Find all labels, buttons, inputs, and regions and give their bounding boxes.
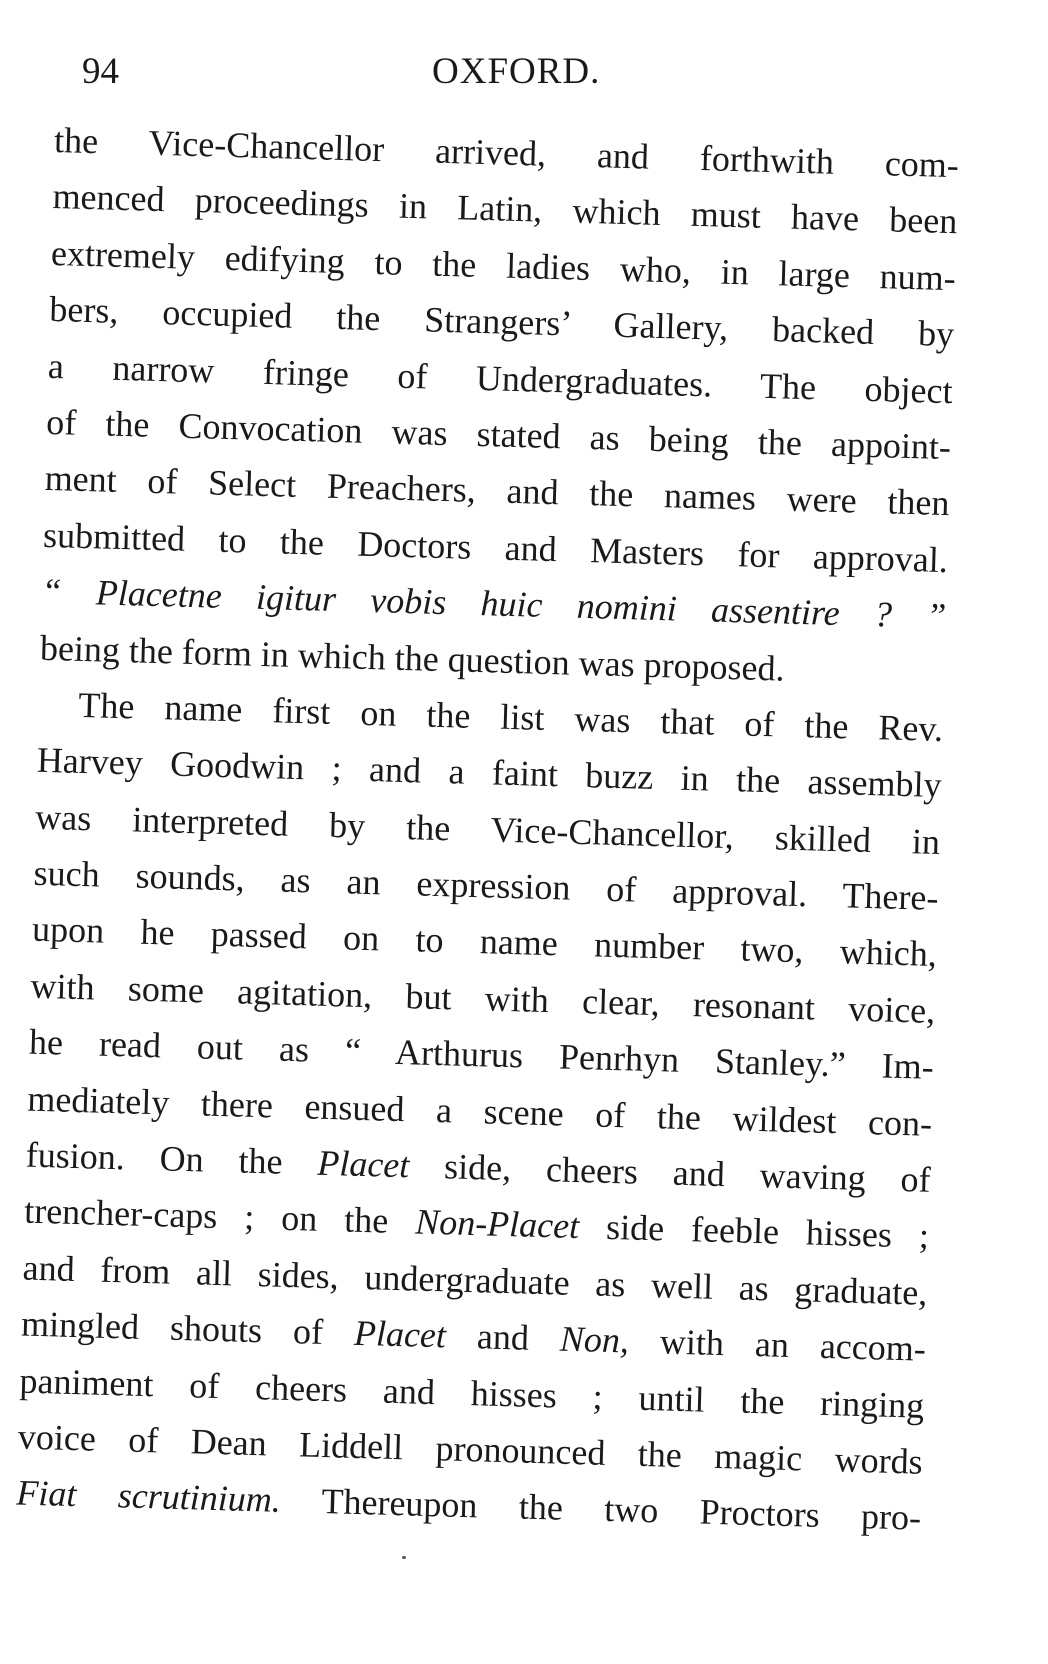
text-line: submitted to the Doctors and Masters for approval. xyxy=(42,514,949,580)
paragraph-start-line: The name first on the list was that of the Rev. xyxy=(77,684,944,749)
text-line: mingled shouts of Placet and Non, with an accom- xyxy=(20,1303,927,1369)
text-line: paniment of cheers and hisses ; until the ringing xyxy=(19,1360,925,1426)
text-line: such sounds, as an expression of approval. There- xyxy=(33,852,939,919)
text-line: he read out as “ Arthurus Penrhyn Stanley.” Im- xyxy=(28,1021,935,1088)
ink-speck xyxy=(402,1556,406,1559)
text-line: Fiat scrutinium. Thereupon the two Proctors pro- xyxy=(15,1472,922,1539)
text-line: menced proceedings in Latin, which must have been xyxy=(52,176,958,242)
text-line: a narrow fringe of Undergraduates. The object xyxy=(47,345,954,411)
text-line: upon he passed on to name number two, which, xyxy=(31,909,938,975)
text-line: fusion. On the Placet side, cheers and waving of xyxy=(25,1134,932,1200)
text-line: mediately there ensued a scene of the wildest con- xyxy=(26,1078,933,1144)
text-line: Harvey Goodwin ; and a faint buzz in the assembly xyxy=(36,740,943,806)
page-number: 94 xyxy=(82,51,119,92)
text-line: the Vice-Chancellor arrived, and forthwith com- xyxy=(53,119,960,186)
text-line: and from all sides, undergraduate as well as graduate, xyxy=(22,1247,928,1313)
text-line: being the form in which the question was proposed. xyxy=(39,627,786,689)
text-line: voice of Dean Liddell pronounced the magic words xyxy=(17,1416,924,1482)
text-line: trencher-caps ; on the Non-Placet side feeble hisses ; xyxy=(23,1191,930,1257)
text-line: bers, occupied the Strangers’ Gallery, backed by xyxy=(48,289,955,355)
running-title: OXFORD. xyxy=(432,51,601,92)
text-line: of the Convocation was stated as being the appoint- xyxy=(45,401,952,468)
page-header xyxy=(82,50,962,100)
body-text xyxy=(16,112,960,1546)
text-line: was interpreted by the Vice-Chancellor, skilled in xyxy=(34,796,941,862)
latin-quotation-line: “ Placetne igitur vobis huic nomini assentire ? ” xyxy=(41,570,947,637)
text-line: ment of Select Preachers, and the names were then xyxy=(44,458,950,524)
text-line: with some agitation, but with clear, resonant voice, xyxy=(30,965,936,1031)
text-line: extremely edifying to the ladies who, in large num- xyxy=(50,232,957,298)
